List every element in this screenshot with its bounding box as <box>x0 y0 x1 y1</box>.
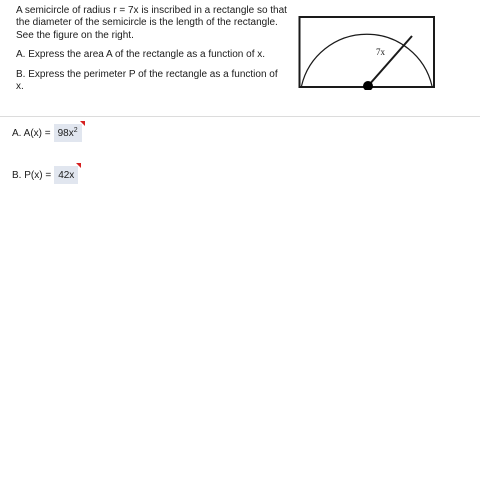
answer-row-a <box>12 124 82 142</box>
incorrect-flag-icon <box>80 121 85 126</box>
answer-value-b: 42x <box>58 170 75 181</box>
figure-semicircle <box>302 34 433 86</box>
answer-label-b: B. P(x) = <box>12 169 52 181</box>
problem-part-a: A. Express the area A of the rectangle as a function of x. <box>16 49 266 61</box>
problem-intro: A semicircle of radius r = 7x is inscribed in a rectangle so that the diameter of the semicircle is the length of the rectangle. See the figure on the right. <box>16 5 287 41</box>
problem-statement <box>16 5 288 100</box>
answer-value-a: 98x <box>57 128 74 139</box>
answer-label-a: A. A(x) = <box>12 127 51 139</box>
answer-field-b[interactable] <box>54 166 78 184</box>
problem-part-b: B. Express the perimeter P of the rectangle as a function of x. <box>16 68 278 93</box>
answer-exponent-a: 2 <box>73 127 78 134</box>
section-divider <box>0 116 480 117</box>
incorrect-flag-icon <box>76 163 81 168</box>
figure-rectangle <box>300 17 435 87</box>
figure-radius <box>368 36 412 86</box>
answer-field-a[interactable] <box>54 124 82 142</box>
semicircle-figure <box>298 14 436 90</box>
answer-row-b <box>12 166 78 184</box>
figure-radius-label: 7x <box>376 47 385 57</box>
